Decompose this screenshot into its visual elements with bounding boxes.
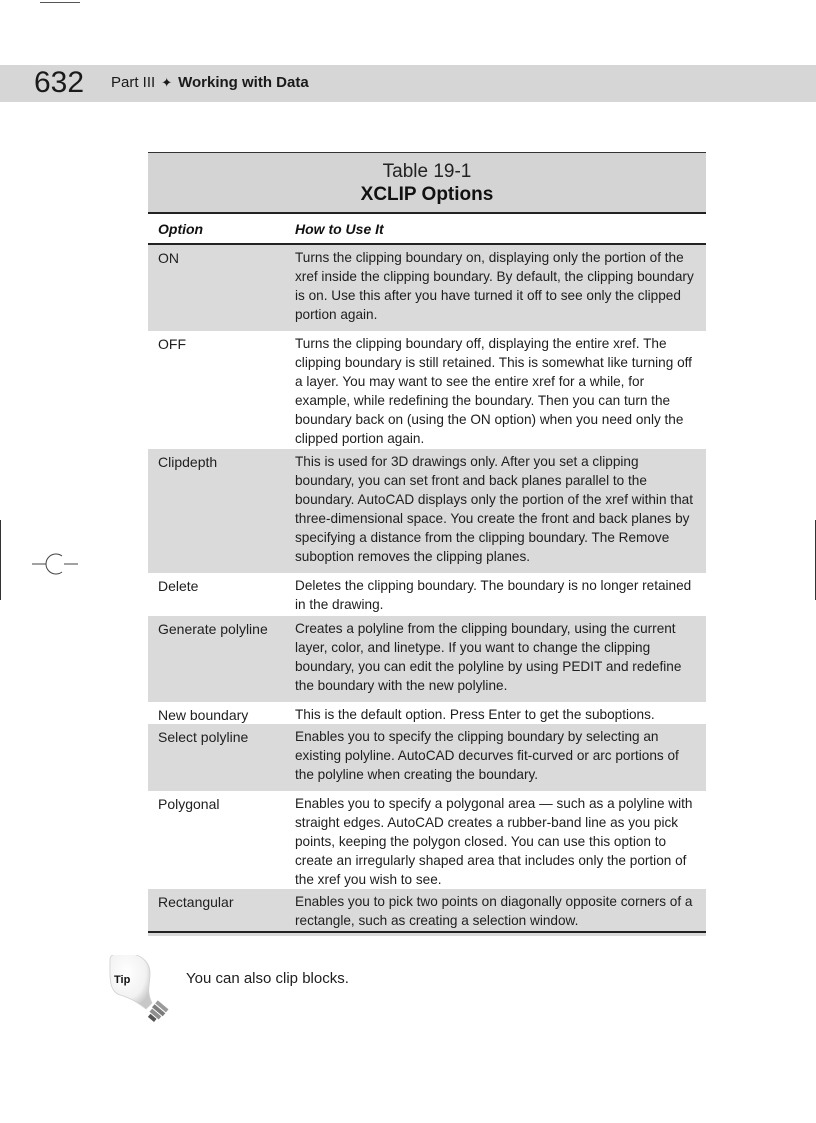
table-row bbox=[148, 573, 706, 616]
chapter-title: Working with Data bbox=[178, 74, 309, 91]
row-description: Deletes the clipping boundary. The boundary is no longer retained in the drawing. bbox=[295, 578, 692, 612]
table-row bbox=[148, 702, 706, 724]
tip-text: You can also clip blocks. bbox=[186, 970, 349, 987]
table-column-headers bbox=[148, 214, 706, 245]
tip-label: Tip bbox=[114, 974, 131, 986]
crop-mark-top bbox=[40, 2, 80, 3]
row-option: ON bbox=[158, 250, 179, 266]
crop-mark-left bbox=[0, 520, 1, 600]
row-option: New boundary bbox=[158, 707, 249, 723]
row-description: This is used for 3D drawings only. After you set a clipping boundary, you can set front and back planes parallel to the boundary. AutoCAD displays only the portion of the xref within that three-dimensional space. You create the front and back planes by specifying a distance from the clipping boundary. The Remove suboption removes the clipping planes. bbox=[295, 454, 693, 564]
table-number: Table 19-1 bbox=[382, 161, 472, 182]
table-row bbox=[148, 449, 706, 573]
row-description: Turns the clipping boundary on, displaying only the portion of the xref inside the clipping boundary. By default, the clipping boundary is on. Use this after you have turned it off to see only the clipped portion again. bbox=[295, 250, 694, 322]
row-description: Turns the clipping boundary off, displaying the entire xref. The clipping boundary is still retained. This is somewhat like turning off a layer. You may want to see the entire xref for a while, for example, while redefining the boundary. Then you can turn the boundary back on (using the ON option) when you need only the clipped portion again. bbox=[295, 336, 692, 446]
table-row bbox=[148, 331, 706, 449]
table-row bbox=[148, 724, 706, 791]
diamond-separator-icon: ✦ bbox=[161, 75, 173, 90]
table-caption bbox=[148, 152, 706, 214]
row-description: Enables you to specify a polygonal area — such as a polyline with straight edges. AutoCAD creates a rubber-band line as you pick points, keeping the polygon closed. You can use this option to create an irregularly shaped area that includes only the portion of the xref you wish to see. bbox=[295, 796, 693, 887]
column-header-how-to-use: How to Use It bbox=[295, 221, 384, 237]
row-option: Generate polyline bbox=[158, 621, 268, 637]
table-row bbox=[148, 245, 706, 331]
page-number: 632 bbox=[34, 66, 85, 99]
table-row bbox=[148, 616, 706, 702]
table-title: XCLIP Options bbox=[360, 184, 494, 205]
row-option: Polygonal bbox=[158, 796, 220, 812]
row-description: Enables you to pick two points on diagonally opposite corners of a rectangle, such as creating a selection window. bbox=[295, 894, 693, 928]
table-row bbox=[148, 889, 706, 936]
table-row bbox=[148, 791, 706, 889]
row-option: Rectangular bbox=[158, 894, 234, 910]
row-option: OFF bbox=[158, 336, 186, 352]
lightbulb-tip-icon bbox=[106, 955, 176, 1027]
row-option: Delete bbox=[158, 578, 199, 594]
row-description: This is the default option. Press Enter to get the suboptions. bbox=[295, 707, 655, 722]
row-option: Clipdepth bbox=[158, 454, 218, 470]
column-header-option: Option bbox=[158, 221, 204, 237]
table-bottom-rule bbox=[148, 931, 706, 933]
registration-mark-icon bbox=[28, 548, 84, 580]
row-description: Enables you to specify the clipping boundary by selecting an existing polyline. AutoCAD decurves fit-curved or arc portions of the polyline when creating the boundary. bbox=[295, 729, 679, 782]
row-option: Select polyline bbox=[158, 729, 249, 745]
part-label: Part III bbox=[111, 74, 156, 91]
running-head bbox=[111, 74, 309, 91]
xclip-options-table bbox=[148, 152, 706, 928]
row-description: Creates a polyline from the clipping boundary, using the current layer, color, and linetype. If you want to change the clipping boundary, you can edit the polyline by using PEDIT and redefine the boundary with the new polyline. bbox=[295, 621, 682, 693]
